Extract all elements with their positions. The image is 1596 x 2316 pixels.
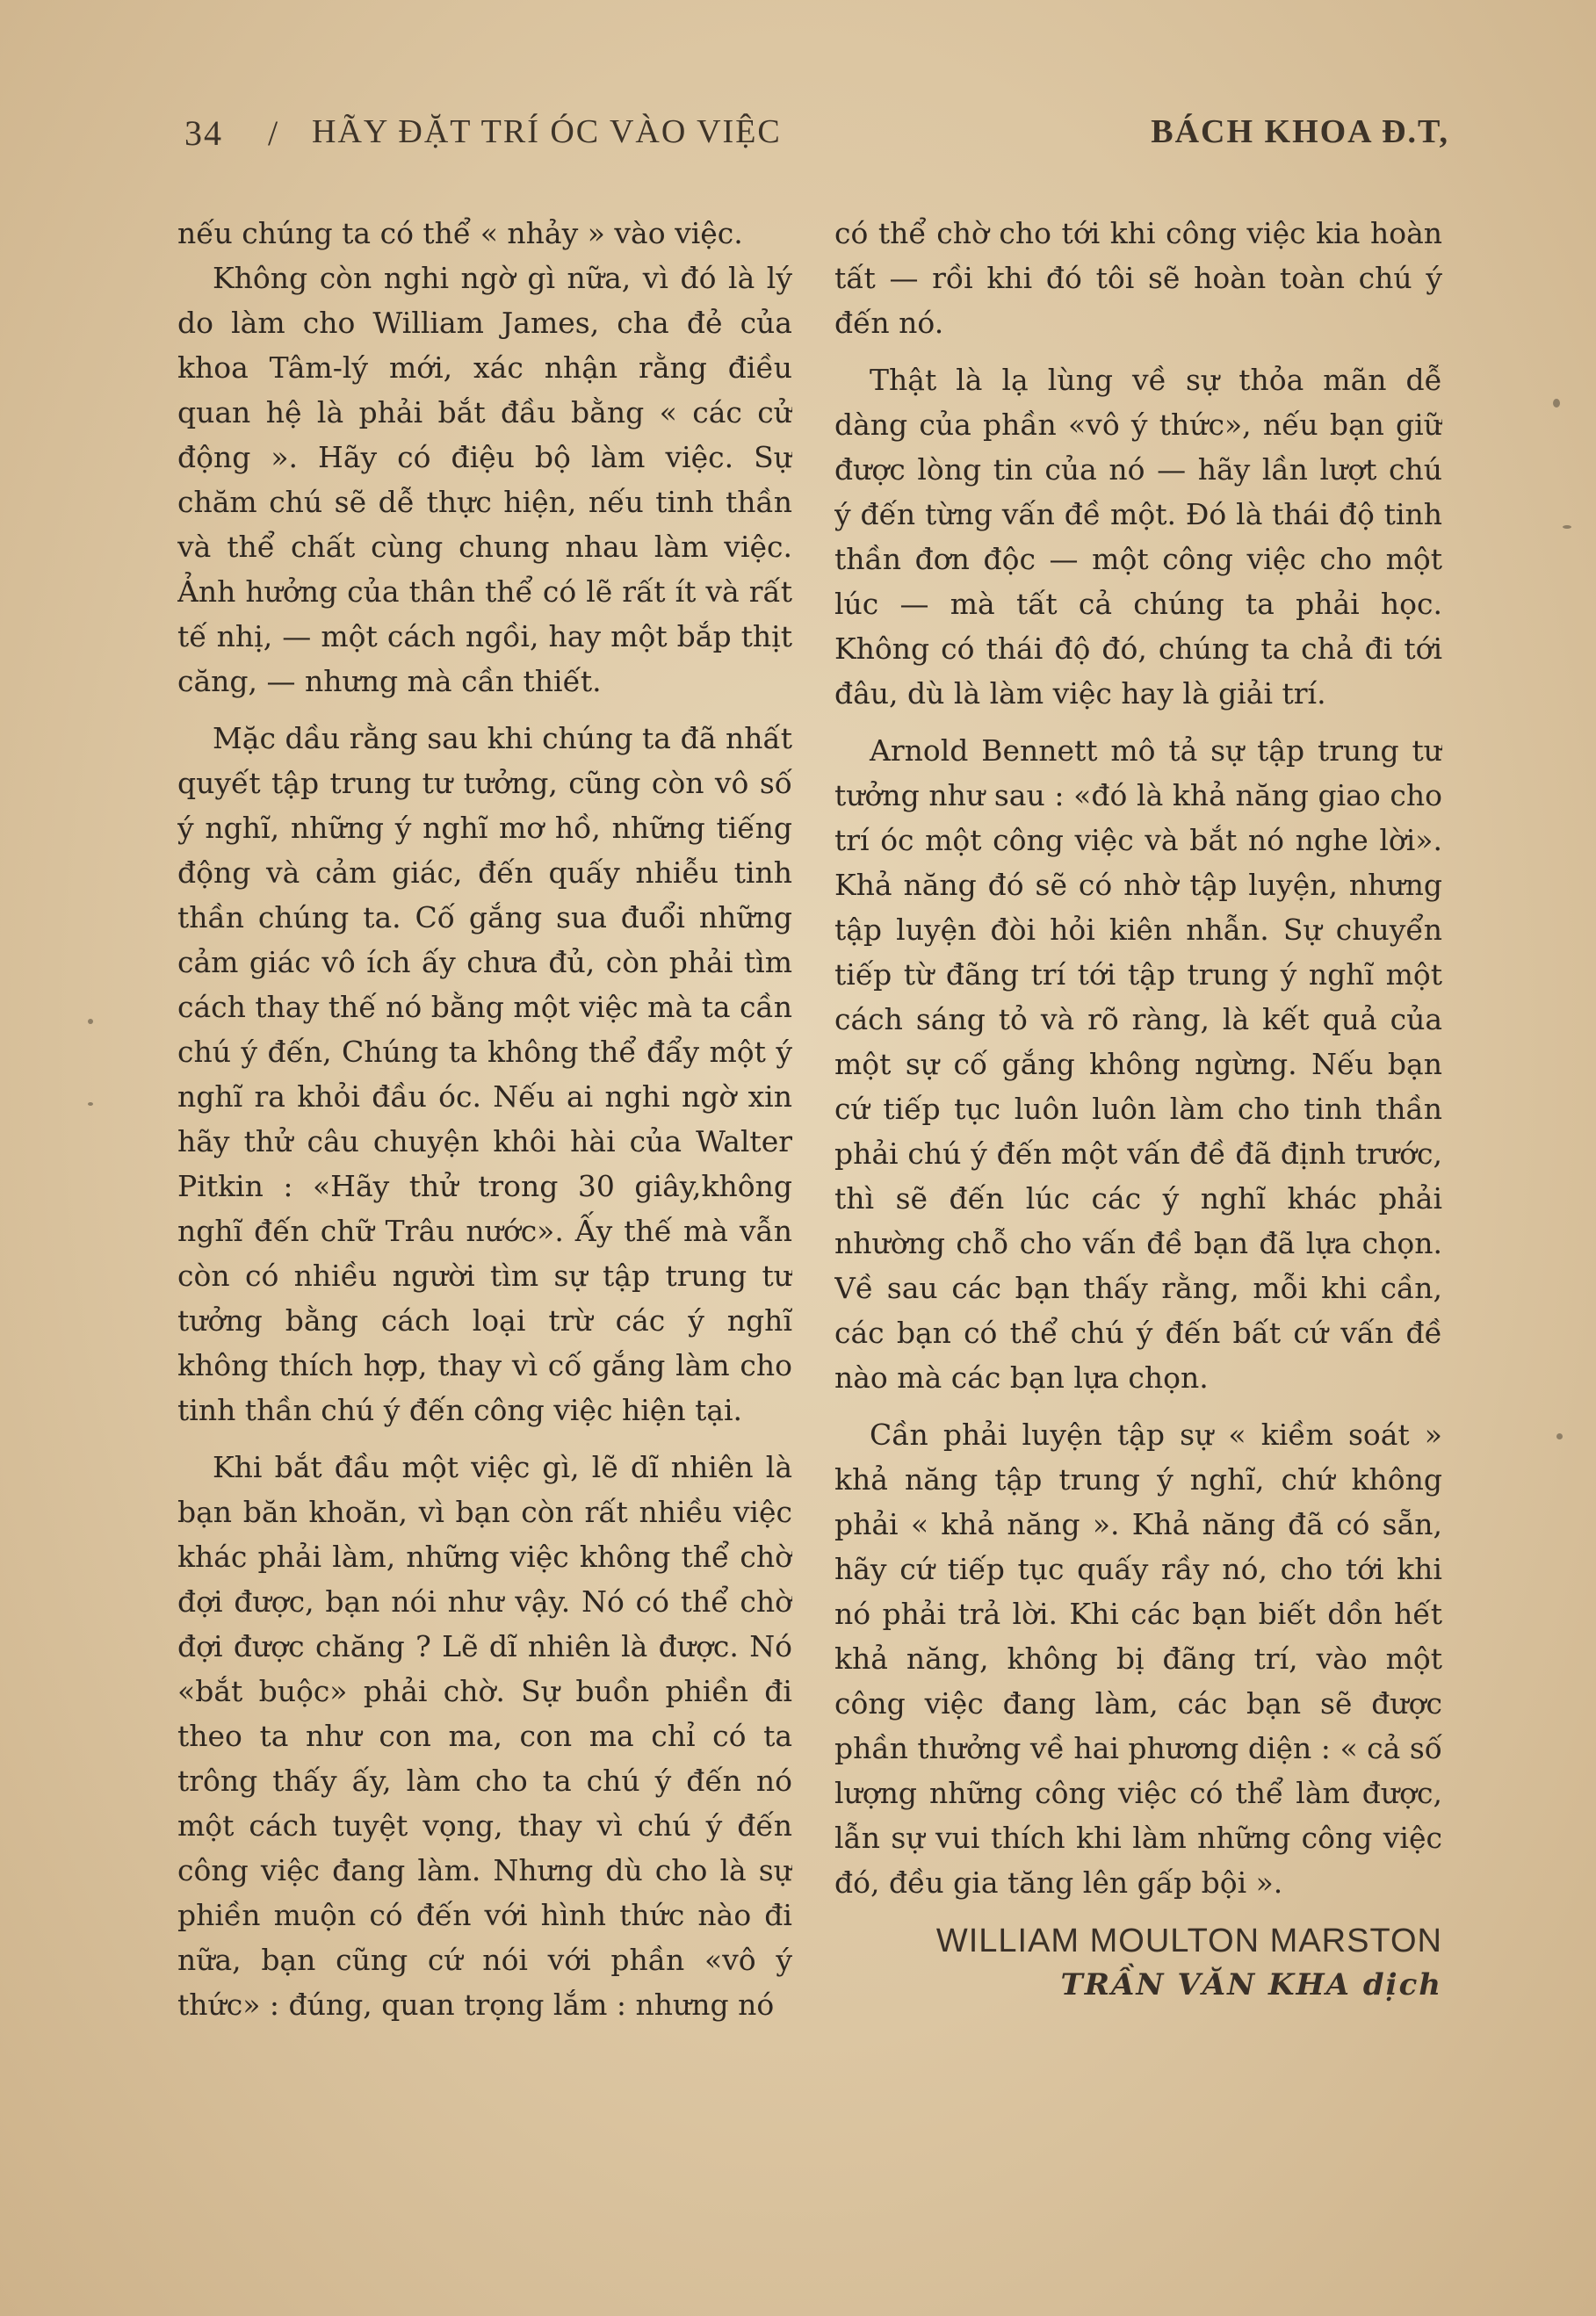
author-byline: WILLIAM MOULTON MARSTON: [935, 1923, 1442, 1959]
left-column: [177, 211, 792, 2125]
publication-name: BÁCH KHOA Đ.T,: [1151, 113, 1449, 150]
paper-speck: [1556, 1433, 1563, 1439]
paragraph: Cần phải luyện tập sự « kiềm soát » khả năng tập trung ý nghĩ, chứ không phải « khả năng ». Khả năng đã có sẵn, hãy cứ tiếp tục quấy rầy nó, cho tới khi nó phải trả lời. Khi các bạn biết dồn hết khả năng, không bị đãng trí, vào một công việc đang làm, các bạn sẽ được phần thưởng về hai phương diện : « cả số lượng những công việc có thể làm được, lẫn sự vui thích khi làm những công việc đó, đều gia tăng lên gấp bội ».: [834, 1418, 1442, 1900]
right-column: [834, 211, 1442, 2125]
paragraph: Không còn nghi ngờ gì nữa, vì đó là lý do làm cho William James, cha đẻ của khoa Tâm-lý mới, xác nhận rằng điều quan hệ là phải bắt đầu bằng « các cử động ». Hãy có điệu bộ làm việc. Sự chăm chú sẽ dễ thực hiện, nếu tinh thần và thể chất cùng chung nhau làm việc. Ảnh hưởng của thân thể có lẽ rất ít và rất tế nhị, — một cách ngồi, hay một bắp thịt căng, — nhưng mà cần thiết.: [177, 261, 792, 698]
header-separator: /: [268, 113, 278, 153]
paper-speck: [88, 1102, 93, 1106]
running-header: [184, 112, 1449, 165]
paragraph: nếu chúng ta có thể « nhảy » vào việc.: [177, 216, 743, 250]
paper-speck: [1553, 399, 1560, 408]
paragraph: có thể chờ cho tới khi công việc kia hoàn tất — rồi khi đó tôi sẽ hoàn toàn chú ý đến nó.: [834, 216, 1442, 340]
translator-credit: TRẦN VĂN KHA dịch: [1060, 1967, 1442, 2002]
paragraph: Mặc dầu rằng sau khi chúng ta đã nhất quyết tập trung tư tưởng, cũng còn vô số ý nghĩ, những ý nghĩ mơ hồ, những tiếng động và cảm giác, đến quấy nhiễu tinh thần chúng ta. Cố gắng sua đuổi những cảm giác vô ích ấy chưa đủ, còn phải tìm cách thay thế nó bằng một việc mà ta cần chú ý đến, Chúng ta không thể đẩy một ý nghĩ ra khỏi đầu óc. Nếu ai nghi ngờ xin hãy thử câu chuyện khôi hài của Walter Pitkin : «Hãy thử trong 30 giây,không nghĩ đến chữ Trâu nước». Ấy thế mà vẫn còn có nhiều người tìm sự tập trung tư tưởng bằng cách loại trừ các ý nghĩ không thích hợp, thay vì cố gắng làm cho tinh thần chú ý đến công việc hiện tại.: [177, 721, 792, 1427]
article-running-title: HÃY ĐẶT TRÍ ÓC VÀO VIỆC: [312, 113, 782, 150]
paper-speck: [88, 1019, 93, 1024]
page-number: 34: [184, 113, 223, 153]
paper-speck: [1563, 525, 1571, 529]
paragraph: Arnold Bennett mô tả sự tập trung tư tưởng như sau : «đó là khả năng giao cho trí óc một công việc và bắt nó nghe lời». Khả năng đó sẽ có nhờ tập luyện, nhưng tập luyện đòi hỏi kiên nhẫn. Sự chuyển tiếp từ đãng trí tới tập trung ý nghĩ một cách sáng tỏ và rõ ràng, là kết quả của một sự cố gắng không ngừng. Nếu bạn cứ tiếp tục luôn luôn làm cho tinh thần phải chú ý đến một vấn đề đã định trước, thì sẽ đến lúc các ý nghĩ khác phải nhường chỗ cho vấn đề bạn đã lựa chọn. Về sau các bạn thấy rằng, mỗi khi cần, các bạn có thể chú ý đến bất cứ vấn đề nào mà các bạn lựa chọn.: [834, 733, 1442, 1395]
paragraph: Khi bắt đầu một việc gì, lẽ dĩ nhiên là bạn băn khoăn, vì bạn còn rất nhiều việc khác phải làm, những việc không thể chờ đợi được, bạn nói như vậy. Nó có thể chờ đợi được chăng ? Lẽ dĩ nhiên là được. Nó «bắt buộc» phải chờ. Sự buồn phiền đi theo ta như con ma, con ma chỉ có ta trông thấy ấy, làm cho ta chú ý đến nó một cách tuyệt vọng, thay vì chú ý đến công việc đang làm. Nhưng dù cho là sự phiền muộn có đến với hình thức nào đi nữa, bạn cũng cứ nói với phần «vô ý thức» : đúng, quan trọng lắm : nhưng nó: [177, 1450, 792, 2022]
paragraph: Thật là lạ lùng về sự thỏa mãn dễ dàng của phần «vô ý thức», nếu bạn giữ được lòng tin của nó — hãy lần lượt chú ý đến từng vấn đề một. Đó là thái độ tinh thần đơn độc — một công việc cho một lúc — mà tất cả chúng ta phải học. Không có thái độ đó, chúng ta chả đi tới đâu, dù là làm việc hay là giải trí.: [834, 363, 1442, 711]
